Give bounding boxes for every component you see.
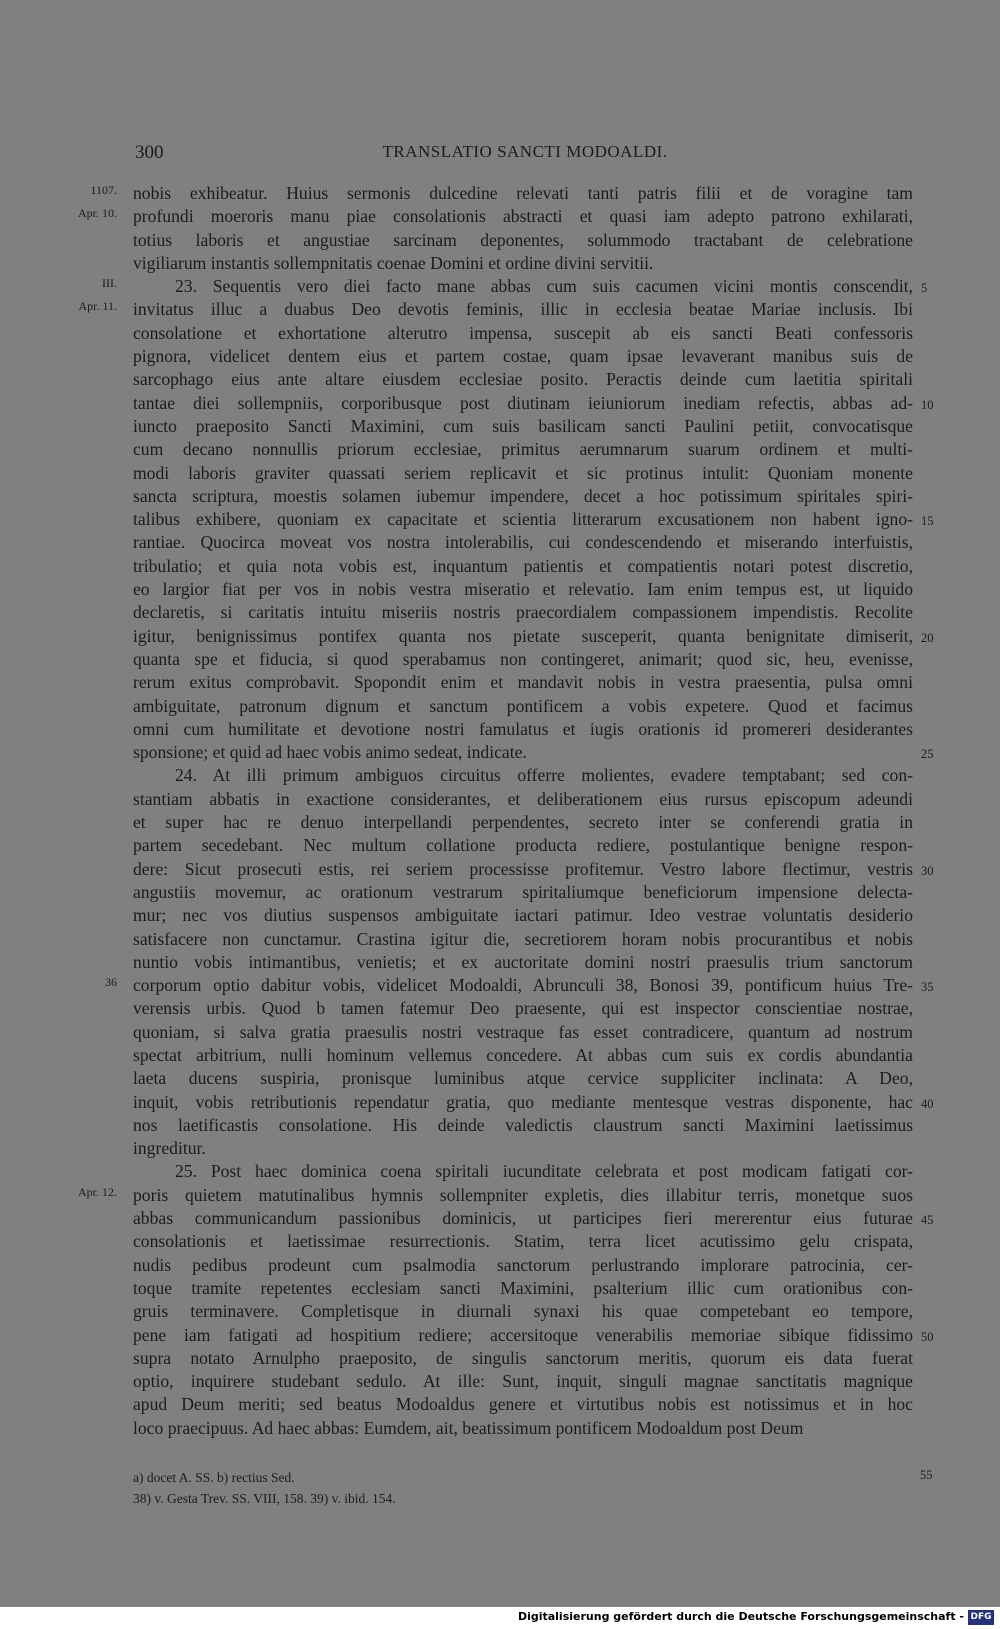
text-line <box>133 811 913 834</box>
line-text: optio, inquirere studebant sedulo. At ille: Sunt, inquit, singuli magnae sanctitatis magnique <box>133 1371 913 1392</box>
text-line <box>133 1370 913 1393</box>
line-text: talibus exhibere, quoniam ex capacitate et scientia litterarum excusationem non habent igno- <box>133 509 913 530</box>
line-text: poris quietem matutinalibus hymnis sollempniter expletis, dies illabitur terris, monetque suos <box>133 1184 913 1205</box>
line-text: toque tramite repetentes ecclesiam sancti Maximini, psalterium illic cum orationibus con- <box>133 1277 913 1298</box>
line-text: consolationis et laetissimae resurrectionis. Statim, terra licet acutissimo gelu crispata, <box>133 1231 913 1252</box>
text-line <box>78 298 913 321</box>
line-text: sancta scriptura, moestis solamen iubemur impendere, decet a hoc potissimum spiritales spiri- <box>133 485 913 506</box>
line-text: iuncto praeposito Sancti Maximini, cum suis basilicam sancti Paulini petiit, convocatisque <box>133 415 913 436</box>
line-text: gruis terminavere. Completisque in diurnali synaxi his quae competebant eo tempore, <box>133 1301 913 1322</box>
footnote-letters: a) docet A. SS. b) rectius Sed. <box>133 1470 295 1485</box>
running-title: TRANSLATIO SANCTI MODOALDI. <box>382 142 668 161</box>
text-line <box>133 671 913 694</box>
body-text <box>78 182 934 1440</box>
line-text: laeta ducens suspiria, pronisque luminibus atque cervice suppliciter inclinata: A Deo, <box>133 1068 913 1089</box>
line-number: 5 <box>921 281 928 296</box>
line-number: 50 <box>921 1329 934 1344</box>
line-text: tantae diei sollempniis, corporibusque post diutinam ieiuniorum inediam refectis, abbas ad- <box>133 392 913 413</box>
text-line <box>133 322 913 345</box>
line-text: igitur, benignissimus pontifex quanta nos pietate susceperit, quanta benignitate dimiserit, <box>133 625 913 646</box>
text-line <box>133 718 913 741</box>
text-line <box>133 555 913 578</box>
text-line <box>133 1160 913 1183</box>
line-number: 20 <box>921 630 934 645</box>
line-text: ambiguitate, patronum dignum et sanctum pontificem a vobis expetere. Quod et facimus <box>133 695 913 716</box>
text-line <box>133 764 913 787</box>
line-text: 23. Sequentis vero diei facto mane abbas cum suis cacumen vicini montis conscendit, <box>175 276 913 297</box>
line-text: nuntio vobis intimantibus, venietis; et ex auctoritate domini nostri praesulis trium sanctorum <box>133 951 913 972</box>
text-line <box>133 531 913 554</box>
line-text: nobis exhibeatur. Huius sermonis dulcedine relevati tanti patris filii et de voragine tam <box>133 183 913 203</box>
text-line <box>133 1347 913 1370</box>
line-text: spectat arbitrium, nulli hominum vellemus concedere. At abbas cum suis ex cordis abundantia <box>133 1044 913 1065</box>
text-line <box>133 625 934 648</box>
text-line <box>133 368 913 391</box>
text-line <box>133 858 934 881</box>
text-line <box>133 928 913 951</box>
line-text: corporum optio dabitur vobis, videlicet Modoaldi, Abrunculi 38, Bonosi 39, pontificum huius Tre- <box>133 975 913 996</box>
text-line <box>133 1254 913 1277</box>
text-line <box>133 1137 913 1160</box>
line-text: cum decano nonnullis priorum ecclesiae, primitus aerumnarum suarum ordinem et multi- <box>133 439 913 460</box>
line-text: supra notato Arnulpho praeposito, de singulis sanctorum meritis, quorum eis data fuerat <box>133 1347 913 1368</box>
line-text: loco praecipuus. Ad haec abbas: Eumdem, ait, beatissimum pontificem Modoaldum post Deum <box>133 1417 804 1438</box>
margin-note: Apr. 11. <box>78 299 117 314</box>
line-text: eo largior fiat per vos in nobis vestra miseratio et relevatio. Iam enim tempus est, ut liquido <box>133 579 913 600</box>
line-text: consolatione et exhortatione alterutro impensa, suscepit ab eis sancti Beati confessoris <box>133 322 913 343</box>
text-line <box>133 1207 934 1230</box>
text-line <box>133 1277 913 1300</box>
line-number: 25 <box>921 747 934 762</box>
line-text: satisfacere non cunctamur. Crastina igitur die, secretiorem horam nobis procurantibus et nobis <box>133 928 913 949</box>
text-line <box>133 229 913 252</box>
line-text: modi laboris graviter quassati seriem replicavit et sic protinus intulit: Quoniam monente <box>133 462 913 483</box>
text-line <box>133 1324 934 1347</box>
line-number-55: 55 <box>920 1468 933 1482</box>
text-line <box>133 1393 913 1416</box>
text-line <box>133 1091 934 1114</box>
text-line <box>133 904 913 927</box>
line-text: tribulatio; et quia nota vobis est, inquantum patientis et compatientis notari potest discretio, <box>133 555 913 576</box>
text-line <box>102 275 928 298</box>
line-text: quoniam, si salva gratia praesulis nostri vestraque fas esset contradicere, quantum ad nostrum <box>133 1021 913 1042</box>
text-line <box>133 1300 913 1323</box>
line-text: sarcophago eius ante altare eiusdem ecclesiae posito. Peractis deinde cum laetitia spiritali <box>133 369 913 390</box>
line-text: et super hac re denuo interpellandi perpendentes, secreto inter se conferendi gratia in <box>133 812 913 833</box>
text-line <box>90 182 913 205</box>
line-text: quanta spe et fiducia, si quod sperabamus non contingeret, animarit; quod sic, heu, evenisse, <box>133 648 913 669</box>
line-text: dere: Sicut prosecuti estis, rei seriem processisse profitemur. Vestro labore flectimur, vestris <box>133 858 913 879</box>
margin-note: Apr. 12. <box>78 1184 117 1199</box>
line-text: nudis pedibus prodeunt cum psalmodia sanctorum perlustrando implorare patrocinia, cer- <box>133 1254 913 1275</box>
footnote-numbers: 38) v. Gesta Trev. SS. VIII, 158. 39) v. ibid. 154. <box>133 1491 396 1506</box>
line-text: vigiliarum instantis sollempnitatis coenae Domini et ordine divini servitii. <box>133 252 654 273</box>
text-line <box>133 1114 913 1137</box>
text-line <box>133 485 913 508</box>
text-line <box>133 252 913 275</box>
line-text: mur; nec vos diutius suspensos ambiguitate iactari patimur. Ideo vestrae voluntatis desiderio <box>133 905 913 926</box>
text-line <box>133 997 913 1020</box>
line-text: declaretis, si caritatis intuitu miseriis nostris praecordialem compassionem impendistis. Recolite <box>133 602 913 623</box>
text-line <box>78 1184 913 1207</box>
line-text: invitatus illuc a duabus Deo devotis feminis, illic in ecclesia beatae Mariae inclusis. Ibi <box>133 299 913 320</box>
text-line <box>133 1021 913 1044</box>
text-line <box>133 415 913 438</box>
line-text: 25. Post haec dominica coena spiritali iucunditate celebrata et post modicam fatigati cor- <box>175 1161 913 1182</box>
line-text: nos laetificastis consolatione. His deinde valedictis claustrum sancti Maximini laetissimus <box>133 1114 913 1135</box>
line-text: inquit, vobis retributionis rependatur gratia, quo mediante mentesque vestras disponente, hac <box>133 1091 913 1112</box>
page-number: 300 <box>135 142 164 163</box>
margin-note: Apr. 10. <box>78 206 117 221</box>
text-line <box>133 695 913 718</box>
text-line <box>133 508 934 531</box>
line-text: rerum exitus comprobavit. Spopondit enim et mandavit nobis in vestra praesentia, pulsa omni <box>133 672 913 693</box>
text-line <box>133 345 913 368</box>
text-line <box>133 1067 913 1090</box>
line-text: rantiae. Quocirca moveat vos nostra intolerabilis, cui condescendendo et miserando interfuistis, <box>133 532 913 553</box>
digitization-credit-bar <box>0 1607 1000 1629</box>
line-text: stantiam abbatis in exactione considerantes, et deliberationem eius rursus episcopum adeundi <box>133 788 913 809</box>
line-number: 30 <box>921 863 934 878</box>
text-line <box>133 601 913 624</box>
line-text: apud Deum meriti; sed beatus Modoaldus genere et virtutibus nobis est notissimus et in hoc <box>133 1394 913 1415</box>
text-line <box>133 648 913 671</box>
line-text: abbas communicandum passionibus dominicis, ut participes fieri mererentur eius futurae <box>133 1208 913 1229</box>
margin-note: 1107. <box>90 183 117 197</box>
text-line <box>133 462 913 485</box>
line-text: pignora, videlicet dentem eius et partem costae, quam ipsae levaverant manibus suis de <box>133 346 913 367</box>
line-number: 45 <box>921 1213 934 1228</box>
page-header <box>135 142 915 172</box>
text-line <box>133 834 913 857</box>
text-line <box>133 438 913 461</box>
text-line <box>78 205 913 228</box>
line-number: 40 <box>921 1096 934 1111</box>
line-text: partem secedebant. Nec multum collatione producta rediere, postulantique benigne respon- <box>133 835 913 856</box>
line-text: 24. At illi primum ambiguos circuitus offerre molientes, evadere temptabant; sed con- <box>175 765 913 786</box>
text-line <box>133 578 913 601</box>
line-text: sponsione; et quid ad haec vobis animo sedeat, indicate. <box>133 742 527 763</box>
text-line <box>133 788 913 811</box>
line-text: angustiis movemur, ac orationum vestrarum spiritaliumque beneficiorum impensione delecta- <box>133 881 913 902</box>
text-line <box>133 951 913 974</box>
line-number: 35 <box>921 980 934 995</box>
line-text: verensis urbis. Quod b tamen fatemur Deo praesente, qui est inspector conscientiae nostrae, <box>133 998 913 1019</box>
line-text: ingreditur. <box>133 1138 206 1159</box>
footnotes <box>133 1467 913 1509</box>
text-line <box>133 1230 913 1253</box>
line-text: omni cum humilitate et devotione nostri famulatus et iugis orationis id promereri desiderantes <box>133 718 913 739</box>
text-line <box>105 974 934 997</box>
dfg-logo: DFG <box>968 1610 994 1625</box>
text-line <box>133 881 913 904</box>
text-line <box>133 741 934 764</box>
line-number: 10 <box>921 397 934 412</box>
margin-note: 36 <box>105 975 117 990</box>
line-text: totius laboris et angustiae sarcinam deponentes, solummodo tractabant de celebratione <box>133 229 913 250</box>
margin-note: III. <box>102 276 117 291</box>
text-line <box>133 1044 913 1067</box>
line-text: pene iam fatigati ad hospitium rediere; accersitoque venerabilis memoriae sibique fidissimo <box>133 1324 913 1345</box>
line-number: 15 <box>921 514 934 529</box>
text-line <box>133 392 934 415</box>
digitization-credit: Digitalisierung gefördert durch die Deutsche Forschungsgemeinschaft - <box>517 1610 964 1623</box>
text-line <box>133 1417 913 1440</box>
line-text: profundi moeroris manu piae consolationis abstracti et quasi iam adepto patrono exhilarati, <box>133 206 913 227</box>
